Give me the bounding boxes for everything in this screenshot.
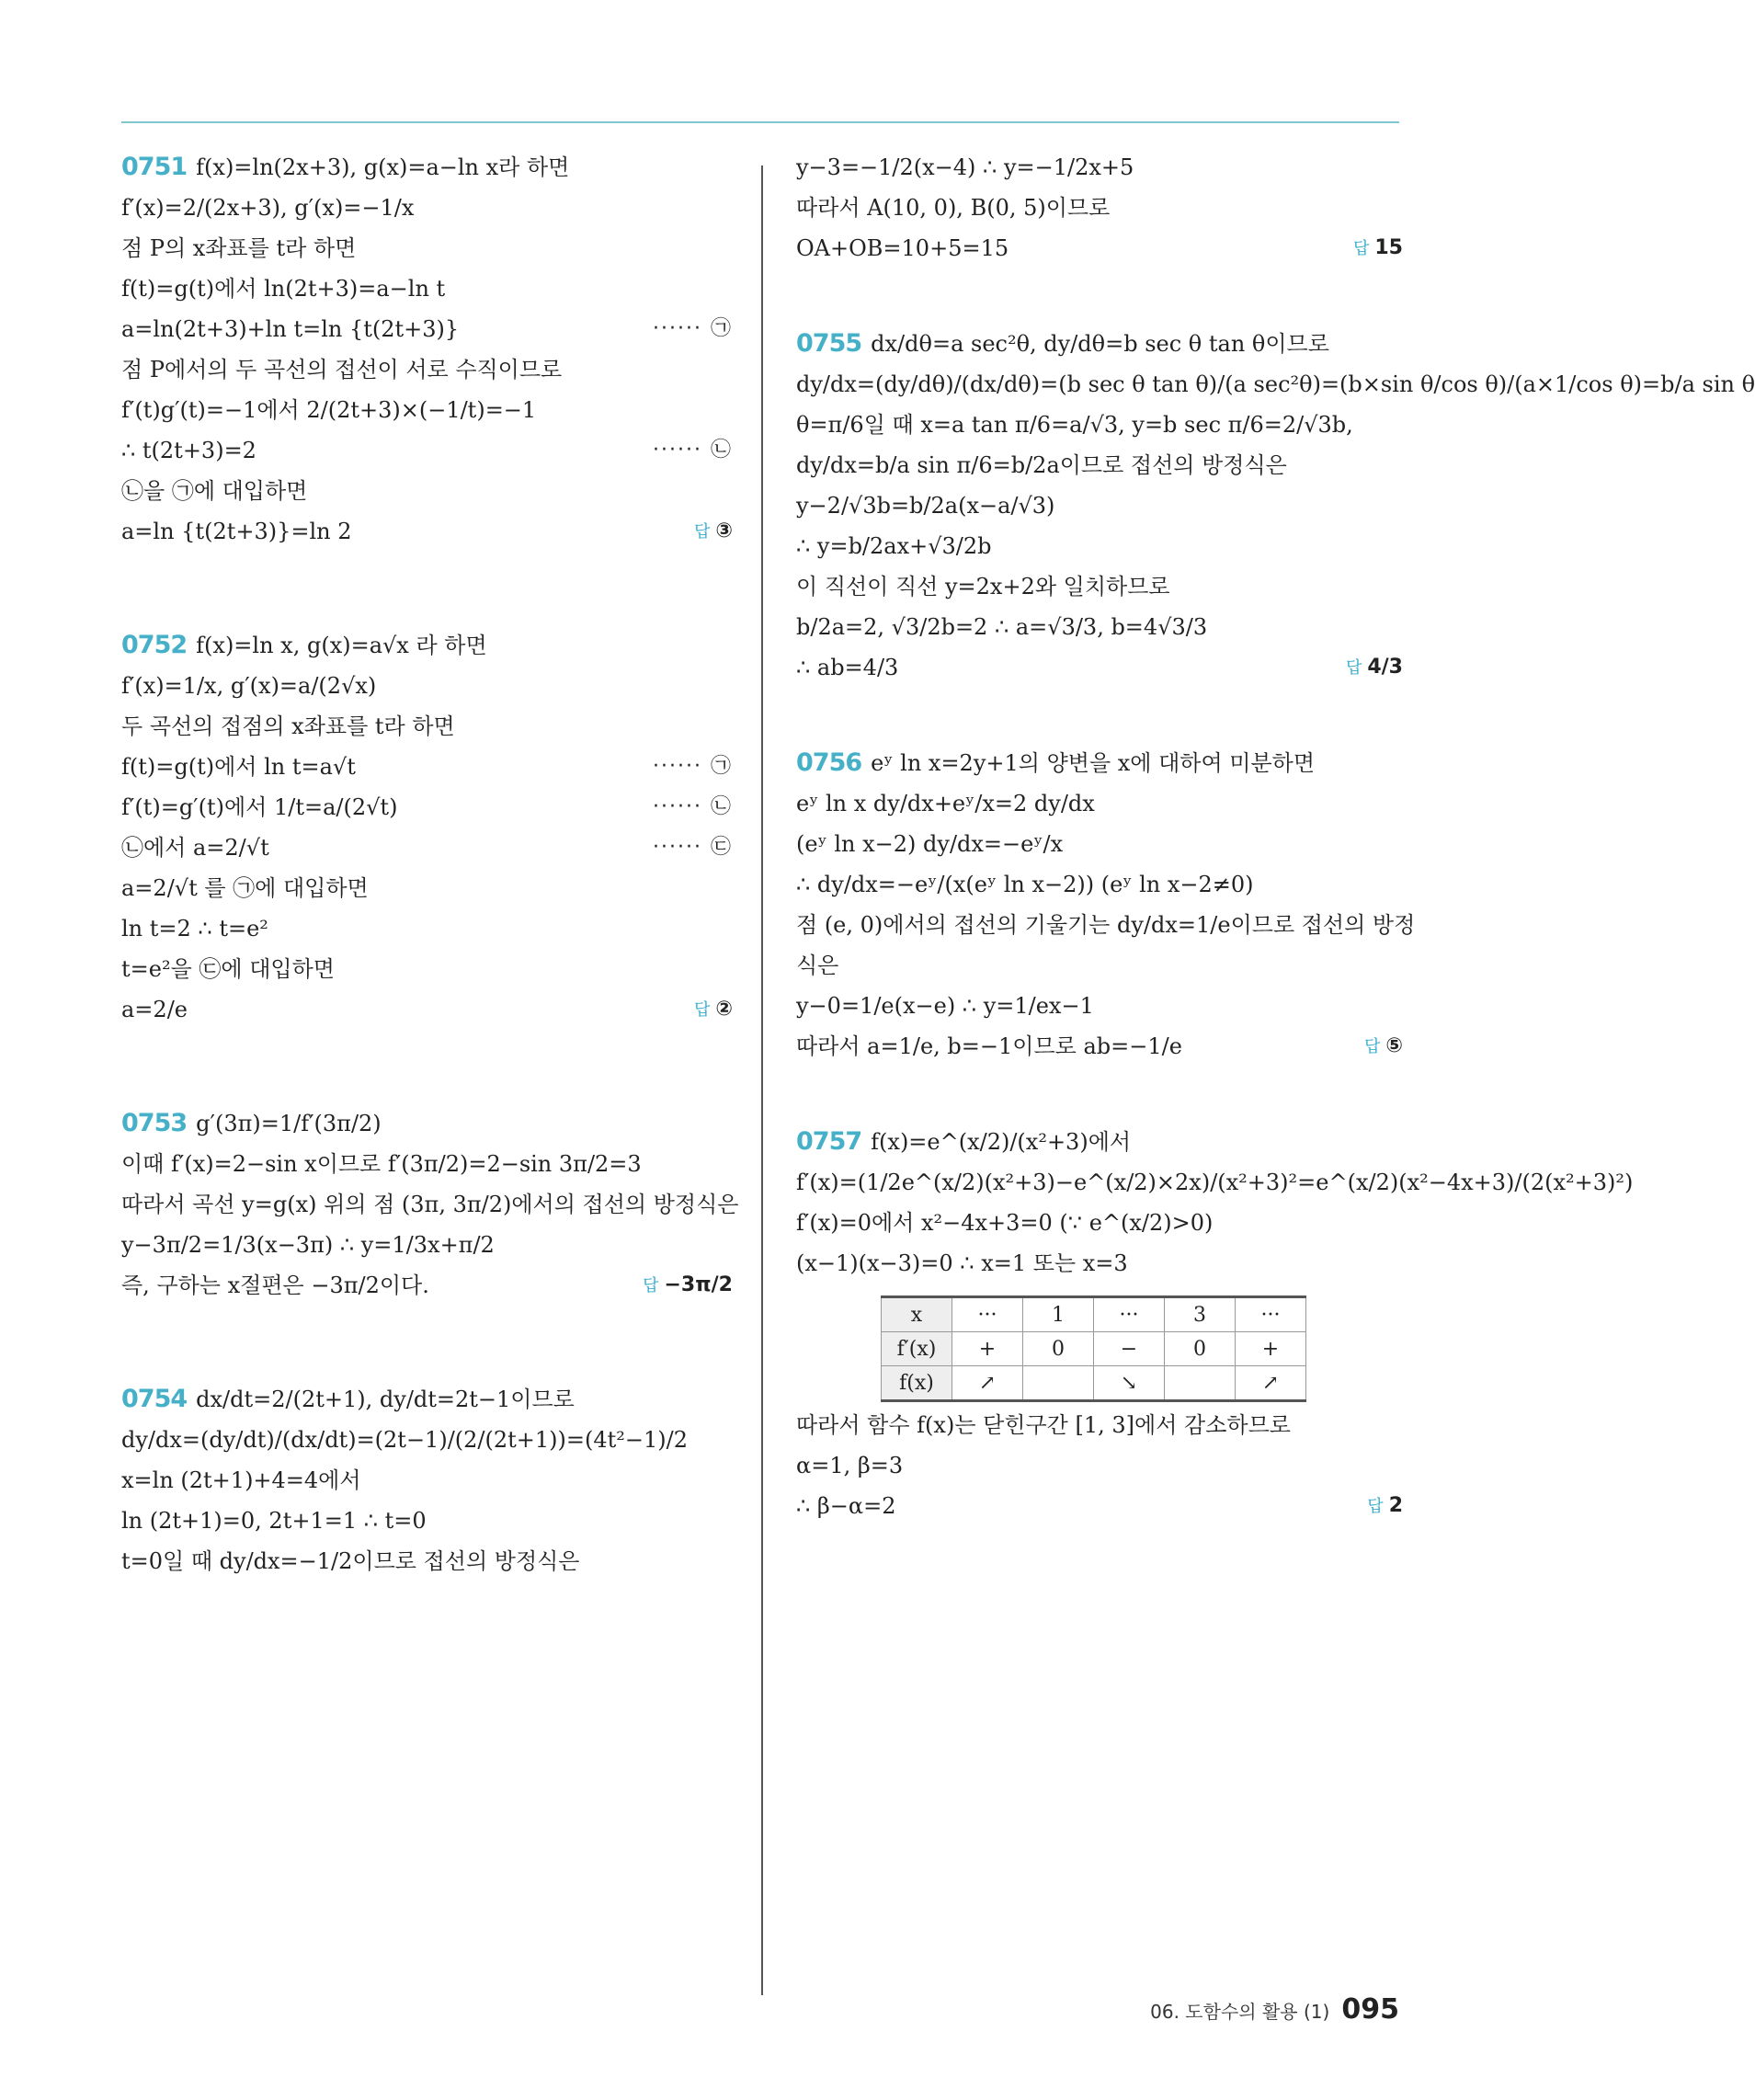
sign-table-cell: f′(x)	[882, 1332, 952, 1366]
sign-table-cell: ···	[1236, 1297, 1306, 1332]
line-text: OA+OB=10+5=15	[796, 235, 1009, 261]
line-text: 점 P에서의 두 곡선의 접선이 서로 수직이므로	[121, 357, 563, 382]
right-column	[796, 152, 1755, 1531]
line-text: f′(x)=1/x, g′(x)=a/(2√x)	[121, 673, 377, 699]
solution-line	[796, 1167, 1634, 1198]
problem-heading	[796, 328, 1403, 360]
sign-table-cell: ↗	[952, 1366, 1023, 1401]
answer	[694, 994, 733, 1026]
line-text: f′(t)=g′(t)에서 1/t=a/(2√t)	[121, 794, 398, 820]
solution-line	[121, 1505, 733, 1536]
solution-line	[796, 1410, 1403, 1441]
line-text: y−3π/2=1/3(x−3π) ∴ y=1/3x+π/2	[121, 1232, 495, 1258]
solution-line	[121, 1465, 733, 1496]
solution-line	[796, 531, 1403, 562]
solution-line	[796, 828, 1403, 860]
line-text: a=ln {t(2t+3)}=ln 2	[121, 519, 352, 544]
left-column	[121, 152, 739, 1586]
line-text: 점 P의 x좌표를 t라 하면	[121, 235, 357, 261]
line-text: x=ln (2t+1)+4=4에서	[121, 1467, 361, 1493]
problem-heading	[121, 1108, 733, 1139]
solution-line	[796, 233, 1403, 264]
line-text: f′(x)=2/(2x+3), g′(x)=−1/x	[121, 195, 415, 221]
sign-table-cell: +	[1236, 1332, 1306, 1366]
problem-number: 0751	[121, 153, 188, 181]
solution-line	[796, 611, 1403, 643]
sign-table	[881, 1295, 1306, 1402]
answer-label: 답	[1345, 658, 1362, 678]
answer-label: 답	[1367, 1497, 1384, 1516]
page-number: 095	[1341, 1993, 1399, 2026]
solution-line	[121, 792, 733, 823]
solution-line	[796, 869, 1403, 900]
line-text: 식은	[796, 953, 839, 978]
line-text: ∴ ab=4/3	[796, 655, 899, 680]
page-footer	[1150, 1993, 1399, 2026]
solution-line	[796, 450, 1403, 481]
answer-value: ③	[715, 519, 733, 542]
answer-label: 답	[693, 522, 711, 542]
line-text: ln (2t+1)=0, 2t+1=1 ∴ t=0	[121, 1508, 427, 1534]
line-text: 따라서 A(10, 0), B(0, 5)이므로	[796, 195, 1111, 221]
equation-marker: ······ ㉠	[653, 317, 733, 340]
solution-line	[121, 233, 733, 264]
sign-table-cell: 3	[1165, 1297, 1236, 1332]
line-text: dy/dx=(dy/dt)/(dx/dt)=(2t−1)/(2/(2t+1))=(4t²−1)/2	[121, 1427, 688, 1453]
solution-line	[796, 1207, 1403, 1238]
answer-value: 15	[1374, 236, 1403, 259]
section-gap	[796, 273, 1403, 328]
solution-line	[121, 435, 733, 466]
problem-heading	[796, 748, 1403, 779]
solution-line	[796, 369, 1755, 400]
answer-label: 답	[1352, 239, 1370, 258]
answer-value: ⑤	[1385, 1034, 1403, 1057]
line-text: ∴ dy/dx=−eʸ/(x(eʸ ln x−2)) (eʸ ln x−2≠0)	[796, 872, 1254, 897]
line-text: f(t)=g(t)에서 ln(2t+3)=a−ln t	[121, 276, 446, 302]
line-text: f′(x)=0에서 x²−4x+3=0 (∵ e^(x/2)>0)	[796, 1210, 1214, 1236]
sign-table-cell: ↗	[1236, 1366, 1306, 1401]
sign-table-cell: 1	[1023, 1297, 1094, 1332]
line-text: 따라서 a=1/e, b=−1이므로 ab=−1/e	[796, 1033, 1182, 1059]
line-text: y−0=1/e(x−e) ∴ y=1/ex−1	[796, 993, 1094, 1019]
line-text: y−2/√3b=b/2a(x−a/√3)	[796, 493, 1055, 519]
problem-number: 0752	[121, 631, 188, 659]
sign-table-cell	[1023, 1366, 1094, 1401]
solution-line	[796, 990, 1403, 1021]
line-text: 이 직선이 직선 y=2x+2와 일치하므로	[796, 574, 1170, 599]
section-gap	[796, 1071, 1403, 1126]
solution-line	[121, 192, 733, 223]
problem-number: 0757	[796, 1127, 862, 1156]
line-text: dx/dt=2/(2t+1), dy/dt=2t−1이므로	[196, 1387, 575, 1412]
solution-line	[796, 909, 1416, 941]
line-text: dy/dx=b/a sin π/6=b/2a이므로 접선의 방정식은	[796, 452, 1287, 478]
line-text: 따라서 함수 f(x)는 닫힌구간 [1, 3]에서 감소하므로	[796, 1412, 1291, 1438]
answer-value: 4/3	[1367, 656, 1403, 679]
sign-table-cell: 0	[1023, 1332, 1094, 1366]
answer-value: −3π/2	[664, 1273, 733, 1296]
answer	[1367, 1490, 1403, 1523]
section-gap	[121, 1310, 733, 1384]
line-text: α=1, β=3	[796, 1453, 904, 1478]
solution-line	[796, 192, 1403, 223]
line-text: f(t)=g(t)에서 ln t=a√t	[121, 754, 356, 780]
answer-value: 2	[1388, 1494, 1403, 1517]
section-gap	[796, 692, 1403, 748]
equation-marker: ······ ㉢	[653, 836, 733, 859]
line-text: b/2a=2, √3/2b=2 ∴ a=√3/3, b=4√3/3	[796, 614, 1208, 640]
answer	[643, 1270, 733, 1302]
line-text: a=2/e	[121, 997, 188, 1022]
answer-value: ②	[715, 998, 733, 1021]
solution-line	[121, 711, 733, 742]
sign-table-cell: +	[952, 1332, 1023, 1366]
line-text: eʸ ln x dy/dx+eʸ/x=2 dy/dx	[796, 791, 1095, 816]
solution-line	[796, 571, 1403, 602]
answer	[1346, 652, 1403, 684]
sign-table-row	[882, 1366, 1306, 1401]
sign-table-cell: −	[1094, 1332, 1165, 1366]
sign-table-row	[882, 1297, 1306, 1332]
answer	[694, 516, 733, 548]
line-text: y−3=−1/2(x−4) ∴ y=−1/2x+5	[796, 154, 1134, 180]
line-text: (x−1)(x−3)=0 ∴ x=1 또는 x=3	[796, 1250, 1128, 1276]
line-text: dx/dθ=a sec²θ, dy/dθ=b sec θ tan θ이므로	[871, 331, 1329, 357]
solution-line	[796, 1450, 1403, 1481]
line-text: (eʸ ln x−2) dy/dx=−eʸ/x	[796, 831, 1064, 857]
line-text: ∴ t(2t+3)=2	[121, 438, 256, 463]
line-text: ㉡을 ㉠에 대입하면	[121, 478, 308, 504]
solution-line	[121, 751, 733, 782]
solution-line	[796, 652, 1403, 683]
line-text: ∴ β−α=2	[796, 1493, 896, 1519]
solution-line	[121, 354, 733, 385]
problem-heading	[121, 152, 733, 183]
equation-marker: ······ ㉠	[653, 755, 733, 778]
line-text: a=ln(2t+3)+ln t=ln {t(2t+3)}	[121, 316, 460, 342]
line-text: f′(t)g′(t)=−1에서 2/(2t+3)×(−1/t)=−1	[121, 397, 537, 423]
solution-line	[121, 670, 733, 702]
sign-table-cell	[1165, 1366, 1236, 1401]
solution-line	[121, 516, 733, 547]
answer-label: 답	[1363, 1037, 1381, 1056]
solution-line	[121, 394, 733, 426]
problem-number: 0754	[121, 1385, 188, 1413]
solution-line	[121, 314, 733, 345]
sign-table-cell: 0	[1165, 1332, 1236, 1366]
problem-heading	[796, 1126, 1403, 1158]
line-text: f(x)=ln x, g(x)=a√x 라 하면	[196, 633, 487, 658]
answer-label: 답	[693, 1000, 711, 1020]
section-gap	[121, 556, 733, 630]
problem-heading	[121, 1384, 733, 1415]
solution-line	[121, 832, 733, 863]
sign-table-cell: x	[882, 1297, 952, 1332]
line-text: t=0일 때 dy/dx=−1/2이므로 접선의 방정식은	[121, 1548, 580, 1574]
line-text: 즉, 구하는 x절편은 −3π/2이다.	[121, 1273, 429, 1298]
line-text: g′(3π)=1/f′(3π/2)	[196, 1111, 382, 1136]
line-text: 따라서 곡선 y=g(x) 위의 점 (3π, 3π/2)에서의 접선의 방정식은	[121, 1192, 739, 1217]
solution-line	[796, 1248, 1403, 1279]
solution-line	[796, 409, 1403, 440]
problem-number: 0753	[121, 1109, 188, 1137]
line-text: f(x)=ln(2x+3), g(x)=a−ln x라 하면	[196, 154, 570, 180]
line-text: 두 곡선의 접점의 x좌표를 t라 하면	[121, 713, 455, 739]
solution-line	[121, 913, 733, 944]
solution-line	[796, 1031, 1403, 1062]
answer	[1364, 1031, 1403, 1063]
solution-line	[121, 1229, 733, 1261]
sign-table-cell: ···	[952, 1297, 1023, 1332]
solution-line	[121, 1189, 739, 1220]
line-text: f′(x)=(1/2e^(x/2)(x²+3)−e^(x/2)×2x)/(x²+3)²=e^(x/2)(x²−4x+3)/(2(x²+3)²)	[796, 1170, 1634, 1195]
line-text: θ=π/6일 때 x=a tan π/6=a/√3, y=b sec π/6=2/√3b,	[796, 412, 1353, 438]
line-text: dy/dx=(dy/dθ)/(dx/dθ)=(b sec θ tan θ)/(a sec²θ)=(b×sin θ/cos θ)/(a×1/cos θ)=b/a sin θ	[796, 371, 1755, 397]
solution-line	[796, 788, 1403, 819]
solution-line	[121, 1148, 733, 1180]
line-text: eʸ ln x=2y+1의 양변을 x에 대하여 미분하면	[871, 750, 1316, 776]
equation-marker: ······ ㉡	[653, 439, 733, 462]
line-text: 이때 f′(x)=2−sin x이므로 f′(3π/2)=2−sin 3π/2=3	[121, 1151, 642, 1177]
line-text: t=e²을 ㉢에 대입하면	[121, 956, 335, 982]
top-rule	[121, 121, 1399, 123]
line-text: a=2/√t 를 ㉠에 대입하면	[121, 875, 369, 901]
solution-line	[121, 1546, 733, 1577]
problem-heading	[121, 630, 733, 661]
line-text: 점 (e, 0)에서의 접선의 기울기는 dy/dx=1/e이므로 접선의 방정	[796, 912, 1416, 938]
sign-table-row	[882, 1332, 1306, 1366]
column-divider	[761, 165, 763, 1995]
answer-label: 답	[643, 1276, 659, 1295]
solution-line	[796, 152, 1403, 183]
solution-line	[796, 1490, 1403, 1522]
line-text: f(x)=e^(x/2)/(x²+3)에서	[871, 1129, 1132, 1155]
answer	[1353, 233, 1403, 265]
solution-line	[796, 950, 1403, 981]
solution-line	[121, 273, 733, 304]
line-text: ln t=2 ∴ t=e²	[121, 916, 268, 942]
sign-table-cell: ···	[1094, 1297, 1165, 1332]
problem-number: 0755	[796, 329, 862, 358]
solution-line	[121, 994, 733, 1025]
solution-line	[121, 1270, 733, 1301]
solution-line	[121, 873, 733, 904]
solution-line	[796, 490, 1403, 521]
section-gap	[121, 1034, 733, 1108]
solution-line	[121, 1424, 733, 1455]
chapter-title: 06. 도함수의 활용 (1)	[1150, 2001, 1330, 2023]
solution-line	[121, 475, 733, 507]
line-text: ∴ y=b/2ax+√3/2b	[796, 533, 992, 559]
sign-table-cell: f(x)	[882, 1366, 952, 1401]
problem-number: 0756	[796, 748, 862, 777]
solution-line	[121, 953, 733, 985]
equation-marker: ······ ㉡	[653, 795, 733, 818]
sign-table-cell: ↘	[1094, 1366, 1165, 1401]
line-text: ㉡에서 a=2/√t	[121, 835, 269, 861]
